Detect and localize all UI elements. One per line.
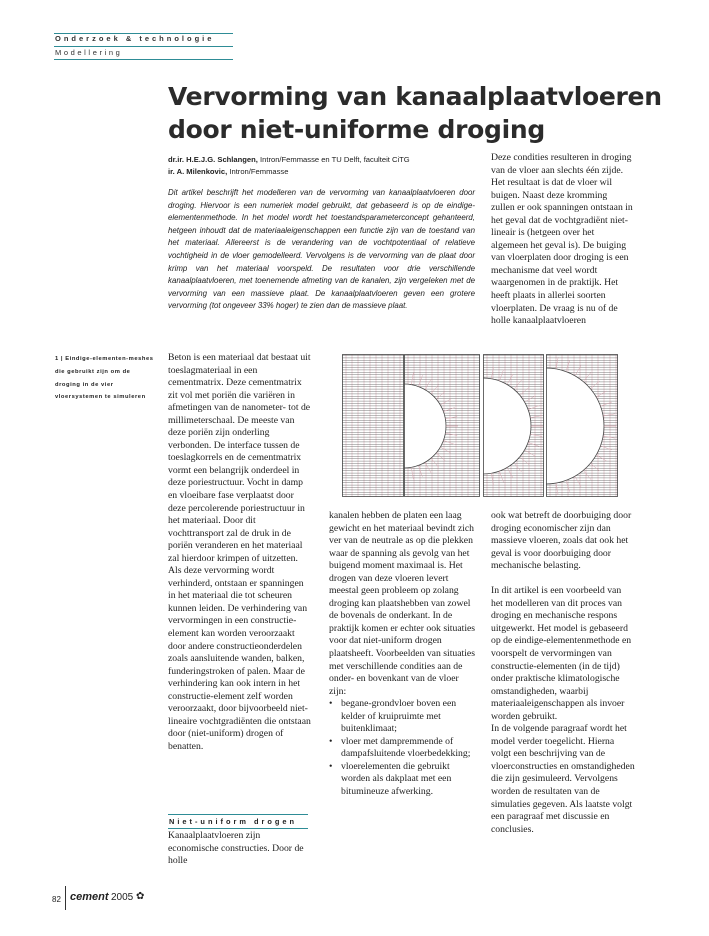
right-column-top: Deze condities resulteren in droging van de vloer aan slechts één zijde. Het resultaat is dat de vloer wil buigen. Naast deze kromming zullen er ook spanningen ontstaan in het geval dat de vochtgradiënt niet-lineair is (hetgeen over het algemeen het geval is). De buiging van vloerplaten door droging is een mechanisme dat veel wordt waargenomen in de praktijk. Het heeft plaats in allerlei soorten vloerplaten. De vraag is nu of de holle kanaalplaatvloeren <box>491 152 633 327</box>
journal-name: cement <box>70 891 109 903</box>
section-label: Onderzoek & technologie <box>55 34 215 43</box>
figure-caption: 1 | Eindige-elementen-meshes die gebruikt zijn om de droging in de vier vloersystemen te simuleren <box>55 356 154 401</box>
subsection-label: Modellering <box>55 48 123 57</box>
column-1-paragraph-1: Beton is een materiaal dat bestaat uit toeslagmateriaal in een cementmatrix. Deze cementmatrix zit vol met poriën die variëren in afmetingen van de nanometer- tot de millimeterschaal. De meeste van deze poriën zijn onderling verbonden. De interface tussen de toeslagkorrels en de cementmatrix vormt een belangrijk onderdeel in deze poriestructuur. Vocht in damp en vloeibare fase verplaatst door deze percolerende poriestructuur in het materiaal. Door dit vochttransport zal de druk in de poriën veranderen en het materiaal zal hierdoor krimpen of uitzetten. Als deze vervorming wordt verhinderd, ontstaan er spanningen in het materiaal die tot scheuren kunnen leiden. De verhindering van vervormingen in een constructie-element kan worden veroorzaakt door andere constructieonderdelen zoals aansluitende wanden, balken, funderingstroken of palen. Maar de verhindering kan ook intern in het constructie-element zelf worden veroorzaakt, door bijvoorbeeld niet-lineaire vochtgradiënten die ontstaan door (niet-uniform) drogen of benatten. <box>168 352 311 752</box>
column-1-paragraph-2: Kanaalplaatvloeren zijn economische constructies. Door de holle <box>168 830 304 867</box>
subhead-rule-bottom <box>168 828 308 829</box>
list-item: • begane-grondvloer boven een kelder of kruipruimte met buitenklimaat; <box>329 698 477 736</box>
author-1-name: dr.ir. H.E.J.G. Schlangen, <box>168 155 258 164</box>
header-rule-middle <box>54 46 233 47</box>
author-2-name: ir. A. Milenkovic, <box>168 167 228 176</box>
journal-year: 2005 <box>111 892 134 903</box>
body-column-1-continued <box>168 830 312 868</box>
title-line-1: Vervorming van kanaalplaatvloeren <box>168 82 662 111</box>
article-title <box>168 80 688 146</box>
author-2-affiliation: Intron/Femmasse <box>229 167 289 176</box>
body-column-1 <box>168 352 312 754</box>
mesh-solid-slab <box>342 354 404 497</box>
footer-divider <box>65 886 66 910</box>
page-number: 82 <box>52 895 61 904</box>
column-3-paragraph-3: In de volgende paragraaf wordt het model verder toegelicht. Hierna volgt een beschrijving van de vloerconstructies en omstandigheden die zijn gesimuleerd. Vervolgens worden de resultaten van de simulaties gegeven. Als laatste volgt een paragraaf met discussie en conclusies. <box>491 723 635 835</box>
author-1-affiliation: Intron/Femmasse en TU Delft, faculteit CiTG <box>260 155 410 164</box>
author-2 <box>168 166 483 178</box>
flower-icon: ✿ <box>136 891 145 902</box>
column-3-paragraph-1: ook wat betreft de doorbuiging door droging economischer zijn dan massieve vloeren, zoals dat ook het geval is voor doorbuiging door mechanische belasting. <box>491 510 632 572</box>
subhead-rule-top <box>168 814 308 815</box>
author-1 <box>168 154 483 166</box>
body-column-3 <box>491 510 635 836</box>
list-item: • vloer met dampremmende of dampafsluitende vloerbedekking; <box>329 736 477 761</box>
header-rule-bottom <box>54 59 233 60</box>
mesh-large-channel <box>546 354 618 497</box>
mesh-small-channel <box>404 354 480 497</box>
column-3-paragraph-2: In dit artikel is een voorbeeld van het modelleren van dit proces van droging en mechanische respons uitgewerkt. Het model is gebaseerd op de eindige-elementenmethode en voorspelt de vervormingen van constructie-elementen (in de tijd) onder praktische klimatologische omstandigheden, waarbij materiaaleigenschappen als invoer worden gebruikt. <box>491 585 632 722</box>
column-2-paragraph-1: kanalen hebben de platen een laag gewicht en het materiaal bevindt zich ver van de neutrale as op die plekken waar de spanning als gevolg van het buigend moment maximaal is. Het drogen van deze vloeren levert meestal geen probleem op zolang droging kan plaatshebben van zowel de bovenals de onderkant. In de praktijk komen er echter ook situaties voor dat niet-uniform drogen plaatsheeft. Voorbeelden van situaties met verschillende condities aan de onder- en bovenkant van de vloer zijn: <box>329 510 476 697</box>
mesh-medium-channel <box>483 354 544 497</box>
list-item: • vloerelementen die gebruikt worden als dakplaat met een bitumineuze afwerking. <box>329 761 477 799</box>
title-line-2: door niet-uniforme droging <box>168 115 545 144</box>
abstract: Dit artikel beschrijft het modelleren van de vervorming van kanaalplaatvloeren door droging. Hiervoor is een numeriek model gebruikt, dat gebaseerd is op de eindige-elementenmethode. In het model wordt het toestandsparameterconcept gehanteerd, hetgeen inhoudt dat de materiaaleigenschappen een functie zijn van de toestand van het materiaal. Allereerst is de verandering van de vochtpotentiaal of relatieve vochtigheid in de vloer gemodelleerd. Vervolgens is de vervorming van de plaat door krimp van het materiaal voorspeld. De resultaten voor drie verschillende kanaalplaatvloeren, met toenemende afmeting van de kanalen, zijn vergeleken met de vervorming van een massieve plaat. De kanaalplaatvloeren geven een grotere vervorming (tot ongeveer 33% hoger) te zien dan de massieve plaat. <box>168 188 475 311</box>
author-block <box>168 154 483 178</box>
conditions-list <box>329 698 477 798</box>
subhead-niet-uniform: Niet-uniform drogen <box>169 817 298 826</box>
body-column-2 <box>329 510 477 799</box>
